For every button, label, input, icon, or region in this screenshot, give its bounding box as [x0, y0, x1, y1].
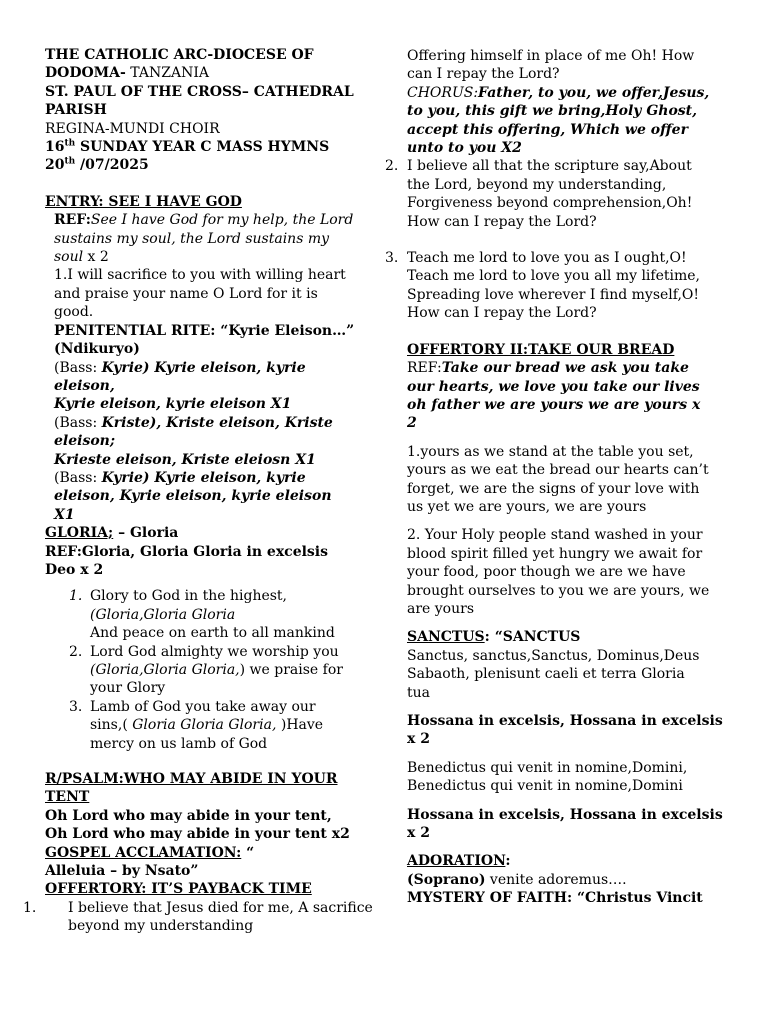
header-line: [45, 64, 375, 82]
bass-label: (Bass:: [54, 414, 102, 431]
item-number: 1.: [23, 899, 37, 916]
hosanna-line: x 2: [407, 731, 430, 748]
date-rest: /07/2025: [75, 157, 149, 174]
gloria-line: [90, 661, 375, 679]
kyrie-line: eleison,: [54, 377, 115, 394]
penitential-heading: PENITENTIAL RITE: “Kyrie Eleison…”: [54, 322, 355, 339]
entry-ref-line: [54, 248, 375, 266]
right-column: [385, 47, 727, 908]
item-number: 3.: [69, 698, 83, 715]
chorus-line: [407, 84, 727, 102]
psalm-section: [45, 770, 375, 844]
offertory2-ref: [407, 359, 727, 377]
sanctus-heading: [407, 628, 727, 646]
gloria-italic: (Gloria,Gloria Gloria,: [90, 662, 240, 678]
gloria-item: [45, 587, 375, 642]
kyrie-text: Kyrie) Kyrie eleison, kyrie: [101, 359, 306, 376]
hosanna-line: Hossana in excelsis, Hossana in excelsis: [407, 713, 723, 729]
date: [45, 156, 375, 174]
sanctus-line: Sabaoth, plenisunt caeli et terra Gloria: [407, 666, 685, 683]
kriste-line: Krieste eleison, Kriste eleiosn X1: [54, 451, 316, 468]
entry-verse: 1.I will sacrifice to you with willing heart: [54, 267, 346, 284]
verse-line: us yet we are yours, we are yours: [407, 498, 647, 515]
soprano-line: [407, 871, 727, 889]
verse-line: are yours: [407, 600, 475, 617]
penitential-section: [54, 322, 375, 524]
item-number: 2.: [69, 643, 83, 660]
ref-line: our hearts, we love you take our lives: [407, 378, 700, 395]
sunday-num: 16: [45, 139, 65, 156]
ref-text: soul: [54, 249, 84, 266]
bass-label: (Bass:: [54, 469, 102, 486]
header-country: TANZANIA: [125, 65, 209, 82]
gospel-heading: [45, 844, 375, 862]
verse-line: your food, poor though we are we have: [407, 564, 686, 581]
kyrie-line: eleison, Kyrie eleison, kyrie eleison: [54, 488, 332, 505]
verse-line: Forgiveness beyond comprehension,Oh!: [407, 195, 693, 212]
gloria-item: [45, 698, 375, 753]
item-number: 3.: [385, 250, 399, 267]
ref-label: REF:: [54, 212, 91, 229]
offertory-verse: [385, 157, 727, 231]
psalm-heading: R/PSALM:WHO MAY ABIDE IN YOUR: [45, 771, 338, 788]
kriste-line: eleison;: [54, 433, 116, 450]
hosanna-line: Hossana in excelsis, Hossana in excelsis: [407, 806, 723, 823]
verse-line: can I repay the Lord?: [407, 66, 560, 83]
gloria-italic: Gloria Gloria Gloria,: [127, 717, 277, 734]
adoration-heading: [407, 852, 727, 870]
gospel-line: Alleluia – by Nsato”: [45, 863, 199, 880]
ref-text: Take our bread we ask you take: [441, 360, 689, 377]
gloria-line: (Gloria,Gloria Gloria: [90, 606, 236, 623]
psalm-heading: TENT: [45, 789, 90, 806]
gloria-line: your Glory: [90, 680, 166, 697]
gloria-rest: ) we praise for: [239, 662, 343, 678]
gloria-ref: Deo x 2: [45, 561, 104, 578]
offertory-heading: OFFERTORY: IT’S PAYBACK TIME: [45, 881, 312, 898]
chorus-line: to you, this gift we bring,Holy Ghost,: [407, 103, 698, 120]
sanctus-line: Sanctus, sanctus,Sanctus, Dominus,Deus: [407, 647, 700, 664]
gloria-ref: REF:Gloria, Gloria Gloria in excelsis: [45, 543, 329, 560]
verse-line: beyond my understanding: [68, 918, 254, 935]
chorus-text: Father, to you, we offer,Jesus,: [478, 84, 710, 101]
sanctus-line: tua: [407, 684, 430, 701]
gloria-rest: )Have: [276, 717, 324, 734]
item-number: 1.: [69, 588, 83, 605]
entry-verse: and praise your name O Lord for it is: [54, 285, 318, 302]
adoration-heading-rest: :: [505, 853, 511, 870]
psalm-line: Oh Lord who may abide in your tent,: [45, 807, 332, 824]
gloria-line: And peace on earth to all mankind: [90, 625, 335, 642]
ref-text: See I have God for my help, the Lord: [90, 212, 354, 229]
offertory2-section: [407, 341, 727, 619]
chorus-line: unto to you X2: [407, 140, 522, 157]
kriste-text: Kriste), Kriste eleison, Kriste: [101, 414, 333, 431]
sanctus-heading-rest: : “SANCTUS: [484, 629, 581, 646]
sunday-title: [45, 138, 375, 156]
penitential-sub: (Ndikuryo): [54, 341, 140, 358]
kyrie-line: Kyrie eleison, kyrie eleison X1: [54, 396, 292, 413]
entry-section: [45, 193, 375, 322]
verse-line: How can I repay the Lord?: [407, 213, 597, 230]
header-line: THE CATHOLIC ARC-DIOCESE OF: [45, 47, 314, 63]
soprano-label: (Soprano): [407, 871, 486, 888]
hosanna-line: x 2: [407, 825, 430, 842]
verse-line: Teach me lord to love you all my lifetime,: [407, 268, 700, 285]
ref-label: REF:: [407, 360, 442, 377]
gloria-line: Lamb of God you take away our: [90, 698, 316, 715]
chorus-label: CHORUS:: [407, 84, 479, 101]
sunday-sup: th: [64, 138, 76, 149]
sanctus-heading-main: SANCTUS: [407, 629, 485, 646]
adoration-section: [407, 852, 727, 907]
benedictus-line: Benedictus qui venit in nomine,Domini,: [407, 759, 688, 776]
entry-verse: good.: [54, 304, 94, 321]
header-line: PARISH: [45, 102, 107, 119]
verse-line: the Lord, beyond my understanding,: [407, 176, 667, 193]
item-number: 2.: [385, 158, 399, 175]
kriste-line: [54, 414, 375, 432]
ref-line: 2: [407, 415, 417, 432]
ref-tail: x 2: [83, 249, 109, 266]
benedictus-line: Benedictus qui venit in nomine,Domini: [407, 778, 683, 795]
verse-line: yours as we eat the bread our hearts can’t: [407, 462, 709, 479]
verse-line: blood spirit filled yet hungry we await for: [407, 545, 703, 562]
ref-line: oh father we are yours we are yours x: [407, 396, 701, 413]
chorus-line: accept this offering, Which we offer: [407, 121, 688, 138]
entry-ref: [54, 211, 375, 229]
sanctus-section: [407, 628, 727, 842]
entry-ref-line: sustains my soul, the Lord sustains my: [54, 230, 330, 247]
choir-name: REGINA-MUNDI CHOIR: [45, 120, 220, 137]
verse-line: Offering himself in place of me Oh! How: [407, 48, 695, 64]
gloria-heading: [45, 524, 375, 542]
gospel-section: [45, 844, 375, 881]
verse-line: 2. Your Holy people stand washed in your: [407, 527, 703, 544]
entry-heading: ENTRY: SEE I HAVE GOD: [45, 193, 242, 210]
offertory-verse: [385, 249, 727, 323]
gospel-heading-main: GOSPEL ACCLAMATION:: [45, 844, 242, 861]
header-line: ST. PAUL OF THE CROSS– CATHEDRAL: [45, 83, 354, 100]
header-diocese: DODOMA-: [45, 65, 126, 82]
offertory2-heading: OFFERTORY II:TAKE OUR BREAD: [407, 341, 675, 358]
adoration-heading-main: ADORATION: [407, 853, 506, 870]
verse-line: 1.yours as we stand at the table you set,: [407, 443, 694, 460]
verse-line: Teach me lord to love you as I ought,O!: [407, 250, 687, 267]
gloria-item: [45, 643, 375, 698]
gloria-line: [90, 716, 375, 734]
kyrie-line: X1: [54, 506, 75, 523]
verse-line: Spreading love wherever I find myself,O!: [407, 286, 700, 303]
gloria-pre: sins,(: [90, 717, 128, 734]
gloria-line: Lord God almighty we worship you: [90, 643, 339, 660]
gospel-heading-rest: “: [241, 844, 255, 861]
gloria-heading-rest: – Gloria: [113, 525, 179, 542]
verse-line: I believe all that the scripture say,About: [407, 158, 692, 175]
gloria-line: Glory to God in the highest,: [90, 588, 288, 605]
soprano-text: venite adoremus….: [485, 871, 627, 888]
verse-line: forget, we are the signs of your love with: [407, 480, 700, 497]
mystery-heading: MYSTERY OF FAITH: “Christus Vincit: [407, 890, 703, 907]
header: [45, 46, 375, 175]
offertory-section: [23, 880, 375, 935]
psalm-line: Oh Lord who may abide in your tent x2: [45, 826, 350, 843]
offertory-verse: [23, 899, 375, 936]
kyrie-line: [54, 469, 375, 487]
verse-line: How can I repay the Lord?: [407, 305, 597, 322]
date-sup: th: [64, 156, 76, 167]
kyrie-text: Kyrie) Kyrie eleison, kyrie: [101, 469, 306, 486]
verse-line: I believe that Jesus died for me, A sacrifice: [68, 899, 373, 916]
bass-label: (Bass:: [54, 359, 102, 376]
kyrie-line: [54, 359, 375, 377]
gloria-heading-main: GLORIA;: [45, 525, 114, 542]
date-num: 20: [45, 157, 65, 174]
verse-line: brought ourselves to you we are yours, we: [407, 582, 710, 599]
gloria-line: mercy on us lamb of God: [90, 735, 268, 752]
left-column: [23, 46, 375, 936]
sunday-rest: SUNDAY YEAR C MASS HYMNS: [75, 139, 330, 156]
gloria-section: [45, 524, 375, 753]
